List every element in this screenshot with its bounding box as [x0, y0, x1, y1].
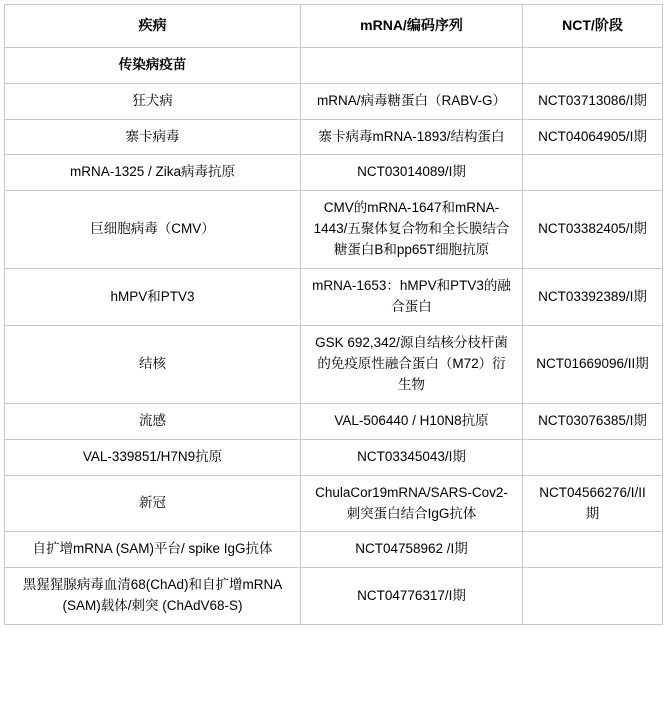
column-header-disease: 疾病 — [5, 5, 301, 48]
table-row — [5, 475, 663, 532]
nct-phase-cell: NCT03392389/I期 — [523, 269, 663, 326]
empty-cell — [523, 47, 663, 83]
disease-cell: 流感 — [5, 403, 301, 439]
nct-phase-cell: NCT03713086/I期 — [523, 83, 663, 119]
disease-cell: hMPV和PTV3 — [5, 269, 301, 326]
nct-phase-cell: NCT01669096/II期 — [523, 325, 663, 403]
empty-cell — [523, 532, 663, 568]
nct-phase-cell: NCT03345043/I期 — [301, 439, 523, 475]
table-row — [5, 269, 663, 326]
disease-cell: 巨细胞病毒（CMV） — [5, 191, 301, 269]
nct-phase-cell: NCT04064905/I期 — [523, 119, 663, 155]
table-header — [5, 5, 663, 48]
disease-cell: VAL-339851/H7N9抗原 — [5, 439, 301, 475]
nct-phase-cell: NCT04776317/I期 — [301, 568, 523, 625]
mrna-sequence-cell: CMV的mRNA-1647和mRNA-1443/五聚体复合物和全长膜结合糖蛋白B和pp65T细胞抗原 — [301, 191, 523, 269]
mrna-sequence-cell: mRNA/病毒糖蛋白（RABV-G） — [301, 83, 523, 119]
nct-phase-cell: NCT03014089/I期 — [301, 155, 523, 191]
mrna-vaccine-table — [4, 4, 663, 625]
mrna-sequence-cell: 寨卡病毒mRNA-1893/结构蛋白 — [301, 119, 523, 155]
disease-cell: 寨卡病毒 — [5, 119, 301, 155]
empty-cell — [301, 47, 523, 83]
table-row — [5, 325, 663, 403]
table-row — [5, 83, 663, 119]
disease-cell: 新冠 — [5, 475, 301, 532]
mrna-sequence-cell: ChulaCor19mRNA/SARS-Cov2-刺突蛋白结合IgG抗体 — [301, 475, 523, 532]
table-header-row — [5, 5, 663, 48]
table-row — [5, 47, 663, 83]
section-label-cell: 传染病疫苗 — [5, 47, 301, 83]
column-header-nct-phase: NCT/阶段 — [523, 5, 663, 48]
table-row — [5, 191, 663, 269]
table-row — [5, 568, 663, 625]
disease-cell: 狂犬病 — [5, 83, 301, 119]
table-body — [5, 47, 663, 625]
empty-cell — [523, 439, 663, 475]
table-row — [5, 439, 663, 475]
nct-phase-cell: NCT03076385/I期 — [523, 403, 663, 439]
disease-cell: 黑猩猩腺病毒血清68(ChAd)和自扩增mRNA (SAM)载体/刺突 (ChAdV68-S) — [5, 568, 301, 625]
table-row — [5, 119, 663, 155]
table-row — [5, 155, 663, 191]
mrna-sequence-cell: GSK 692,342/源自结核分枝杆菌的免疫原性融合蛋白（M72）衍生物 — [301, 325, 523, 403]
table-row — [5, 532, 663, 568]
disease-cell: 结核 — [5, 325, 301, 403]
disease-cell: mRNA-1325 / Zika病毒抗原 — [5, 155, 301, 191]
mrna-sequence-cell: mRNA-1653：hMPV和PTV3的融合蛋白 — [301, 269, 523, 326]
nct-phase-cell: NCT04566276/I/II期 — [523, 475, 663, 532]
disease-cell: 自扩增mRNA (SAM)平台/ spike IgG抗体 — [5, 532, 301, 568]
mrna-sequence-cell: VAL-506440 / H10N8抗原 — [301, 403, 523, 439]
empty-cell — [523, 568, 663, 625]
nct-phase-cell: NCT03382405/I期 — [523, 191, 663, 269]
empty-cell — [523, 155, 663, 191]
column-header-mrna-sequence: mRNA/编码序列 — [301, 5, 523, 48]
table-row — [5, 403, 663, 439]
nct-phase-cell: NCT04758962 /I期 — [301, 532, 523, 568]
